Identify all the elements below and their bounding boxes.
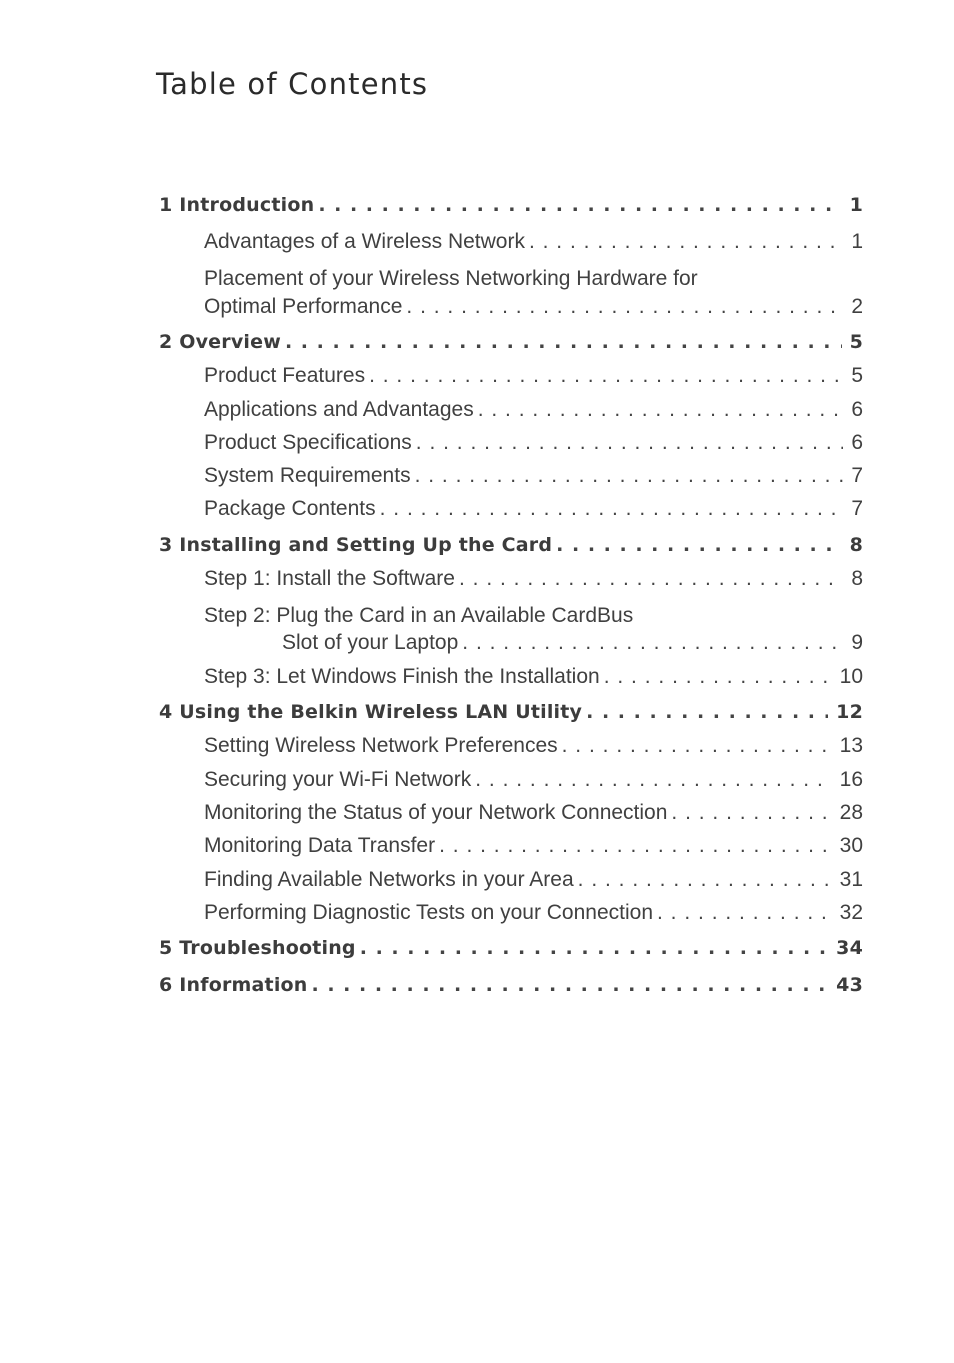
toc-page-number: 13: [839, 734, 863, 757]
toc-entry-label: 1 Introduction: [159, 194, 315, 216]
toc-chapter-troubleshooting[interactable]: [159, 937, 863, 959]
toc-page-number: 8: [851, 567, 863, 590]
dot-leader: [360, 937, 828, 959]
toc-entry-label: System Requirements: [204, 464, 411, 487]
toc-page-number: 8: [849, 534, 863, 556]
page-title: Table of Contents: [156, 67, 429, 101]
toc-section-step-2-line2[interactable]: [282, 631, 863, 655]
toc-section-preferences[interactable]: [204, 734, 863, 758]
dot-leader: [369, 364, 843, 388]
toc-entry-label: Optimal Performance: [204, 295, 403, 318]
dot-leader: [380, 497, 843, 521]
dot-leader: [285, 331, 842, 353]
toc-section-advantages[interactable]: [204, 230, 863, 254]
toc-page-number: 1: [849, 194, 863, 216]
toc-page-number: 28: [839, 801, 863, 824]
toc-entry-label: 2 Overview: [159, 331, 281, 353]
toc-section-securing[interactable]: [204, 768, 863, 792]
toc-section-system-requirements[interactable]: [204, 464, 863, 488]
dot-leader: [462, 631, 843, 655]
dot-leader: [318, 194, 841, 216]
toc-section-product-features[interactable]: [204, 364, 863, 388]
toc-page-number: 6: [851, 431, 863, 454]
toc-page-number: 32: [839, 901, 863, 924]
toc-page-number: 2: [851, 295, 863, 318]
toc-page-number: 5: [851, 364, 863, 387]
toc-entry-label: Step 1: Install the Software: [204, 567, 455, 590]
toc-entry-label: Package Contents: [204, 497, 376, 520]
toc-entry-label: Slot of your Laptop: [282, 631, 459, 654]
toc-section-placement-line2[interactable]: [204, 295, 863, 319]
toc-section-package-contents[interactable]: [204, 497, 863, 521]
toc-entry-label: Product Features: [204, 364, 366, 387]
toc-section-step-2-line1[interactable]: Step 2: Plug the Card in an Available CardBus: [204, 604, 634, 627]
dot-leader: [529, 230, 843, 254]
toc-section-step-1[interactable]: [204, 567, 863, 591]
toc-entry-label: Step 3: Let Windows Finish the Installation: [204, 665, 600, 688]
toc-page-number: 7: [851, 497, 863, 520]
toc-section-applications[interactable]: [204, 398, 863, 422]
toc-section-monitoring-status[interactable]: [204, 801, 863, 825]
toc-section-specifications[interactable]: [204, 431, 863, 455]
dot-leader: [657, 901, 832, 925]
toc-entry-label: Performing Diagnostic Tests on your Connection: [204, 901, 654, 924]
toc-entry-label: Setting Wireless Network Preferences: [204, 734, 558, 757]
toc-section-diagnostic-tests[interactable]: [204, 901, 863, 925]
toc-entry-label: Monitoring the Status of your Network Connection: [204, 801, 668, 824]
toc-page-number: 34: [836, 937, 863, 959]
toc-entry-label: 3 Installing and Setting Up the Card: [159, 534, 553, 556]
toc-page-number: 7: [851, 464, 863, 487]
dot-leader: [459, 567, 843, 591]
toc-entry-label: 5 Troubleshooting: [159, 937, 356, 959]
toc-chapter-utility[interactable]: [159, 701, 863, 723]
toc-entry-label: Finding Available Networks in your Area: [204, 868, 574, 891]
toc-chapter-installing[interactable]: [159, 534, 863, 556]
dot-leader: [416, 431, 843, 455]
dot-leader: [556, 534, 841, 556]
dot-leader: [586, 701, 828, 723]
toc-page-number: 30: [839, 834, 863, 857]
toc-entry-label: 6 Information: [159, 974, 308, 996]
dot-leader: [578, 868, 832, 892]
dot-leader: [604, 665, 832, 689]
dot-leader: [562, 734, 832, 758]
toc-page-number: 1: [851, 230, 863, 253]
toc-section-step-3[interactable]: [204, 665, 863, 689]
dot-leader: [312, 974, 829, 996]
toc-section-finding-networks[interactable]: [204, 868, 863, 892]
toc-page-number: 10: [839, 665, 863, 688]
toc-page-number: 5: [849, 331, 863, 353]
dot-leader: [478, 398, 843, 422]
toc-chapter-introduction[interactable]: [159, 194, 863, 216]
toc-chapter-overview[interactable]: [159, 331, 863, 353]
toc-entry-label: Applications and Advantages: [204, 398, 474, 421]
dot-leader: [475, 768, 831, 792]
toc-entry-label: Securing your Wi-Fi Network: [204, 768, 472, 791]
toc-page-number: 9: [851, 631, 863, 654]
toc-page-number: 6: [851, 398, 863, 421]
toc-page-number: 16: [839, 768, 863, 791]
toc-page-number: 43: [836, 974, 863, 996]
dot-leader: [439, 834, 832, 858]
toc-section-monitoring-data[interactable]: [204, 834, 863, 858]
toc-section-placement-line1[interactable]: Placement of your Wireless Networking Hardware for: [204, 267, 698, 290]
toc-chapter-information[interactable]: [159, 974, 863, 996]
toc-page-number: 31: [839, 868, 863, 891]
dot-leader: [415, 464, 843, 488]
toc-page-number: 12: [836, 701, 863, 723]
dot-leader: [406, 295, 843, 319]
toc-entry-label: Monitoring Data Transfer: [204, 834, 436, 857]
dot-leader: [671, 801, 831, 825]
toc-entry-label: Advantages of a Wireless Network: [204, 230, 525, 253]
toc-entry-label: 4 Using the Belkin Wireless LAN Utility: [159, 701, 583, 723]
toc-entry-label: Product Specifications: [204, 431, 412, 454]
